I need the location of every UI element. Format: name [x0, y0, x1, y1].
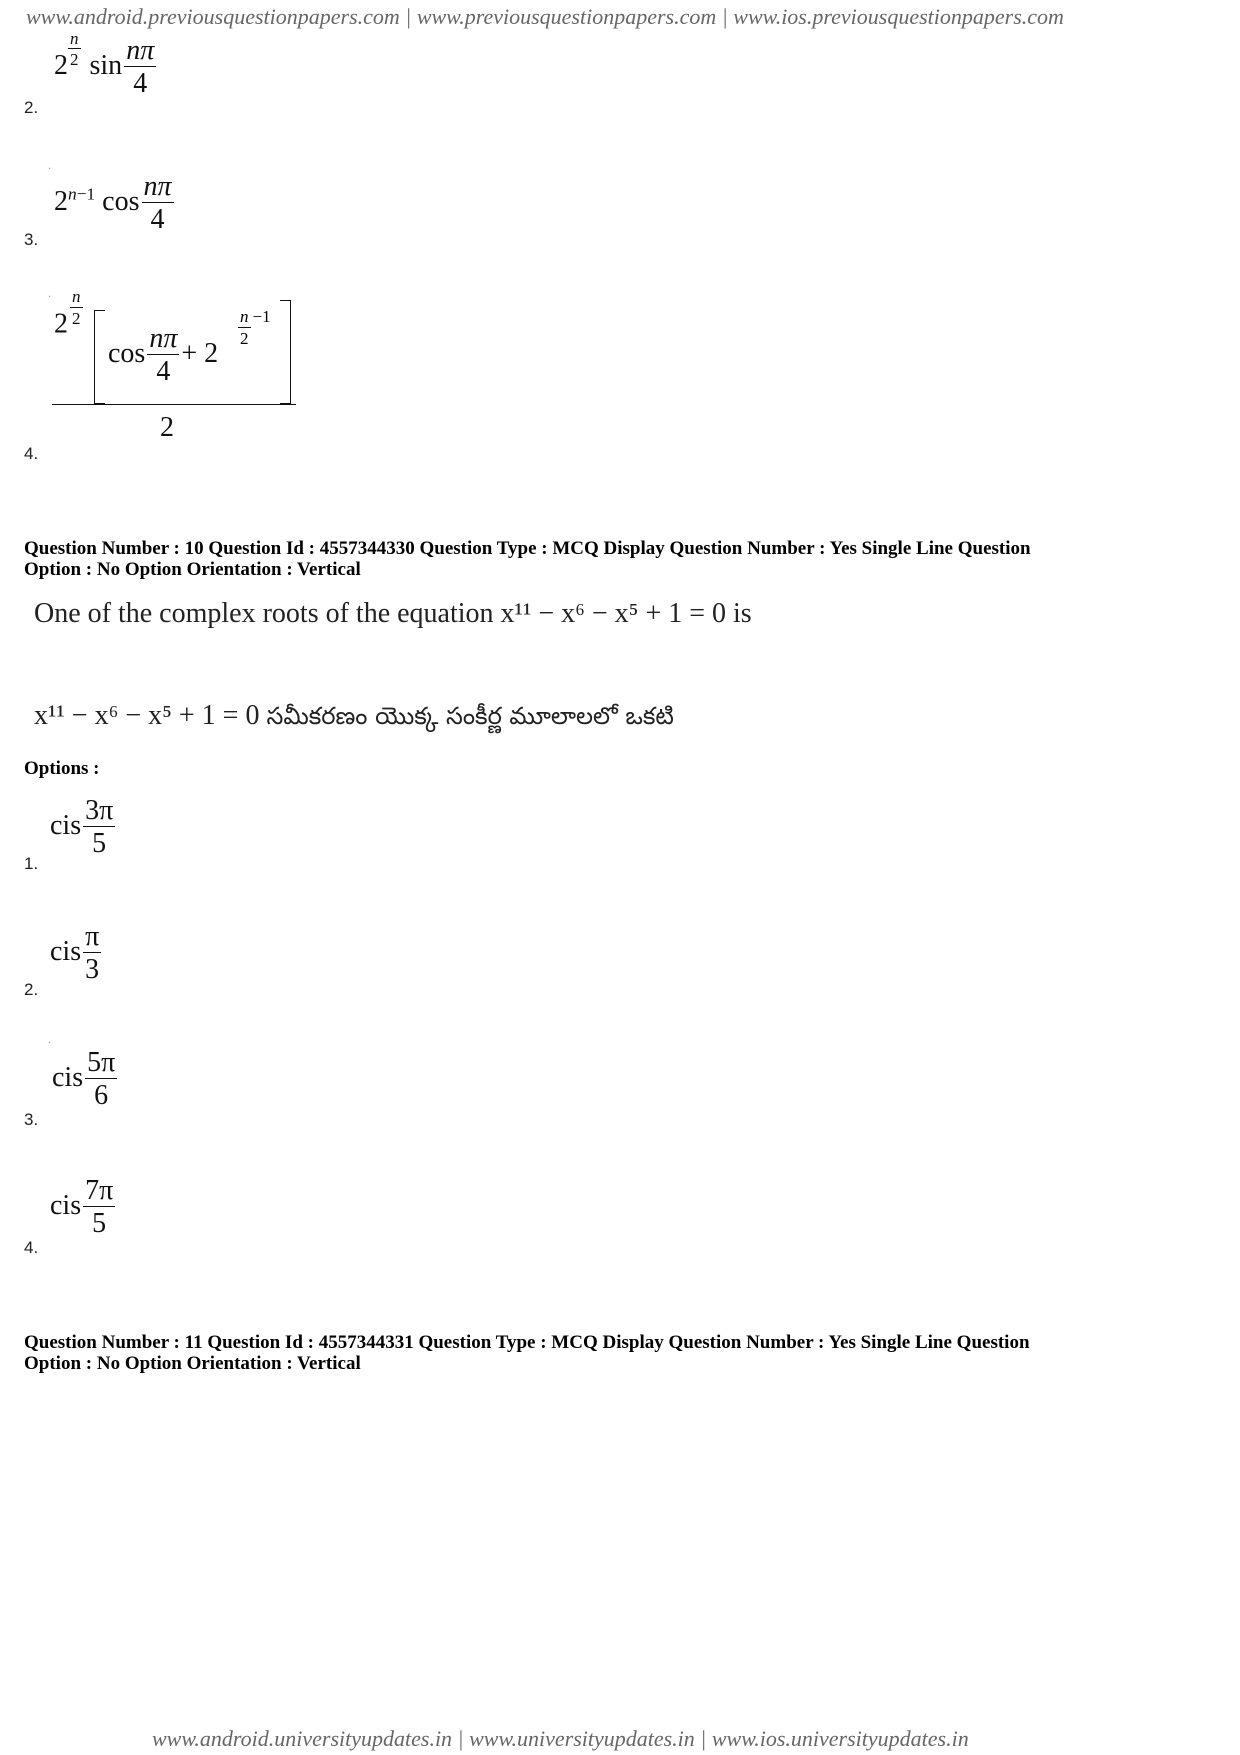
- question-10-equation-te: x¹¹ − x⁶ − x⁵ + 1 = 0: [34, 700, 260, 731]
- question-11-meta-line2: Option : No Option Orientation : Vertical: [24, 1353, 361, 1374]
- prev-option-2-formula: 2 $\frac{n}{2}$ sin $\frac{n\pi}{4}$: [54, 28, 155, 100]
- option-formula: cis $\frac{3\pi}{5}$: [50, 795, 114, 860]
- prev-option-2-number: 2.: [24, 98, 39, 117]
- question-10-option-2[interactable]: [24, 920, 224, 1000]
- header-links[interactable]: www.android.previousquestionpapers.com | www.previousquestionpapers.com | www.ios.previousquestionpapers.com: [26, 4, 1064, 29]
- option-number: 4.: [24, 1238, 39, 1257]
- footer-links[interactable]: www.android.universityupdates.in | www.universityupdates.in | www.ios.universityupdates.in: [152, 1726, 969, 1751]
- question-10-options-label: Options :: [24, 758, 100, 779]
- question-10-text-en-prefix: One of the complex roots of the equation: [34, 598, 494, 629]
- question-10-meta-line1: Question Number : 10 Question Id : 4557344330 Question Type : MCQ Display Question Number : Yes Single Line Question: [24, 538, 1031, 559]
- prev-option-4-formula: 2 $\frac{n}{2}$ cos $\frac{n\pi}{4}$ + 2 $\frac{n}{2}$ −1 2: [50, 298, 300, 448]
- question-10-text-en-suffix: is: [733, 598, 752, 629]
- question-10-option-4[interactable]: [24, 1176, 224, 1256]
- question-11-meta-line1: Question Number : 11 Question Id : 4557344331 Question Type : MCQ Display Question Number : Yes Single Line Question: [24, 1332, 1030, 1353]
- question-10-option-1[interactable]: [24, 796, 224, 876]
- question-11-meta: [24, 1332, 1204, 1374]
- option-formula: cis $\frac{5\pi}{6}$: [52, 1047, 116, 1112]
- question-10-equation: x¹¹ − x⁶ − x⁵ + 1 = 0: [500, 598, 727, 629]
- question-10-meta-line2: Option : No Option Orientation : Vertical: [24, 559, 361, 580]
- option-formula: cis $\frac{7\pi}{5}$: [50, 1175, 114, 1240]
- option-formula: cis $\frac{\pi}{3}$: [50, 921, 100, 986]
- question-10-meta: [24, 538, 1204, 580]
- question-10-text-te: [34, 700, 674, 736]
- prev-option-4-number: 4.: [24, 444, 39, 463]
- option-number: 2.: [24, 980, 39, 999]
- option-number: 1.: [24, 854, 39, 873]
- question-10-option-3[interactable]: [24, 1048, 224, 1128]
- question-10-text-en: [34, 598, 752, 630]
- prev-option-3-formula: $2^{n-1}$ cos $\frac{n\pi}{4}$: [54, 171, 172, 236]
- question-10-text-telugu: సమీకరణం యొక్క సంకీర్ణ మూలాలలో ఒకటి: [266, 702, 674, 730]
- prev-option-3-number: 3.: [24, 230, 39, 249]
- option-number: 3.: [24, 1110, 39, 1129]
